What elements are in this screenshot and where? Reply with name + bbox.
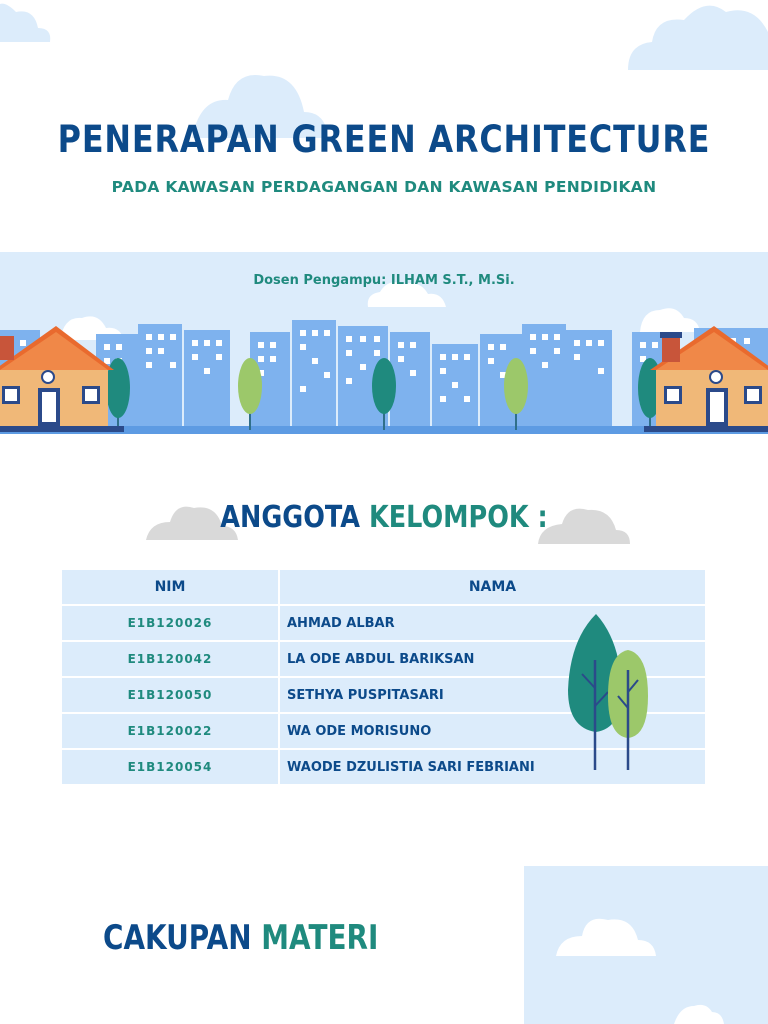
cloud-top-right-icon xyxy=(626,2,768,72)
scope-title-part2: MATERI xyxy=(261,918,379,958)
nama-cell: LA ODE ABDUL BARIKSAN xyxy=(280,642,705,676)
nim-cell: E1B120022 xyxy=(62,714,278,748)
members-title-part1: ANGGOTA xyxy=(220,500,361,535)
cloud-top-left-icon xyxy=(0,0,55,45)
page-title: PENERAPAN GREEN ARCHITECTURE xyxy=(57,118,711,161)
page-subtitle: PADA KAWASAN PERDAGANGAN DAN KAWASAN PENDIDIKAN xyxy=(111,178,657,196)
tree-pair-icon xyxy=(560,610,654,774)
table-header-row xyxy=(62,570,705,604)
nim-cell: E1B120026 xyxy=(62,606,278,640)
nama-cell: SETHYA PUSPITASARI xyxy=(280,678,705,712)
nim-cell: E1B120042 xyxy=(62,642,278,676)
cloud-panel-icon xyxy=(556,912,656,958)
scope-title xyxy=(103,918,378,958)
nama-cell: WA ODE MORISUNO xyxy=(280,714,705,748)
scope-panel xyxy=(524,866,768,1024)
column-header-nim: NIM xyxy=(62,570,278,604)
members-title xyxy=(58,500,711,535)
members-title-part2: KELOMPOK : xyxy=(368,500,548,535)
nim-cell: E1B120054 xyxy=(62,750,278,784)
column-header-nama: NAMA xyxy=(280,570,705,604)
nama-cell: AHMAD ALBAR xyxy=(280,606,705,640)
scope-title-part1: CAKUPAN xyxy=(103,918,252,958)
nim-cell: E1B120050 xyxy=(62,678,278,712)
nama-cell: WAODE DZULISTIA SARI FEBRIANI xyxy=(280,750,705,784)
cloud-panel-bottom-icon xyxy=(674,1002,724,1024)
lecturer-label: Dosen Pengampu: ILHAM S.T., M.Si. xyxy=(253,273,515,288)
